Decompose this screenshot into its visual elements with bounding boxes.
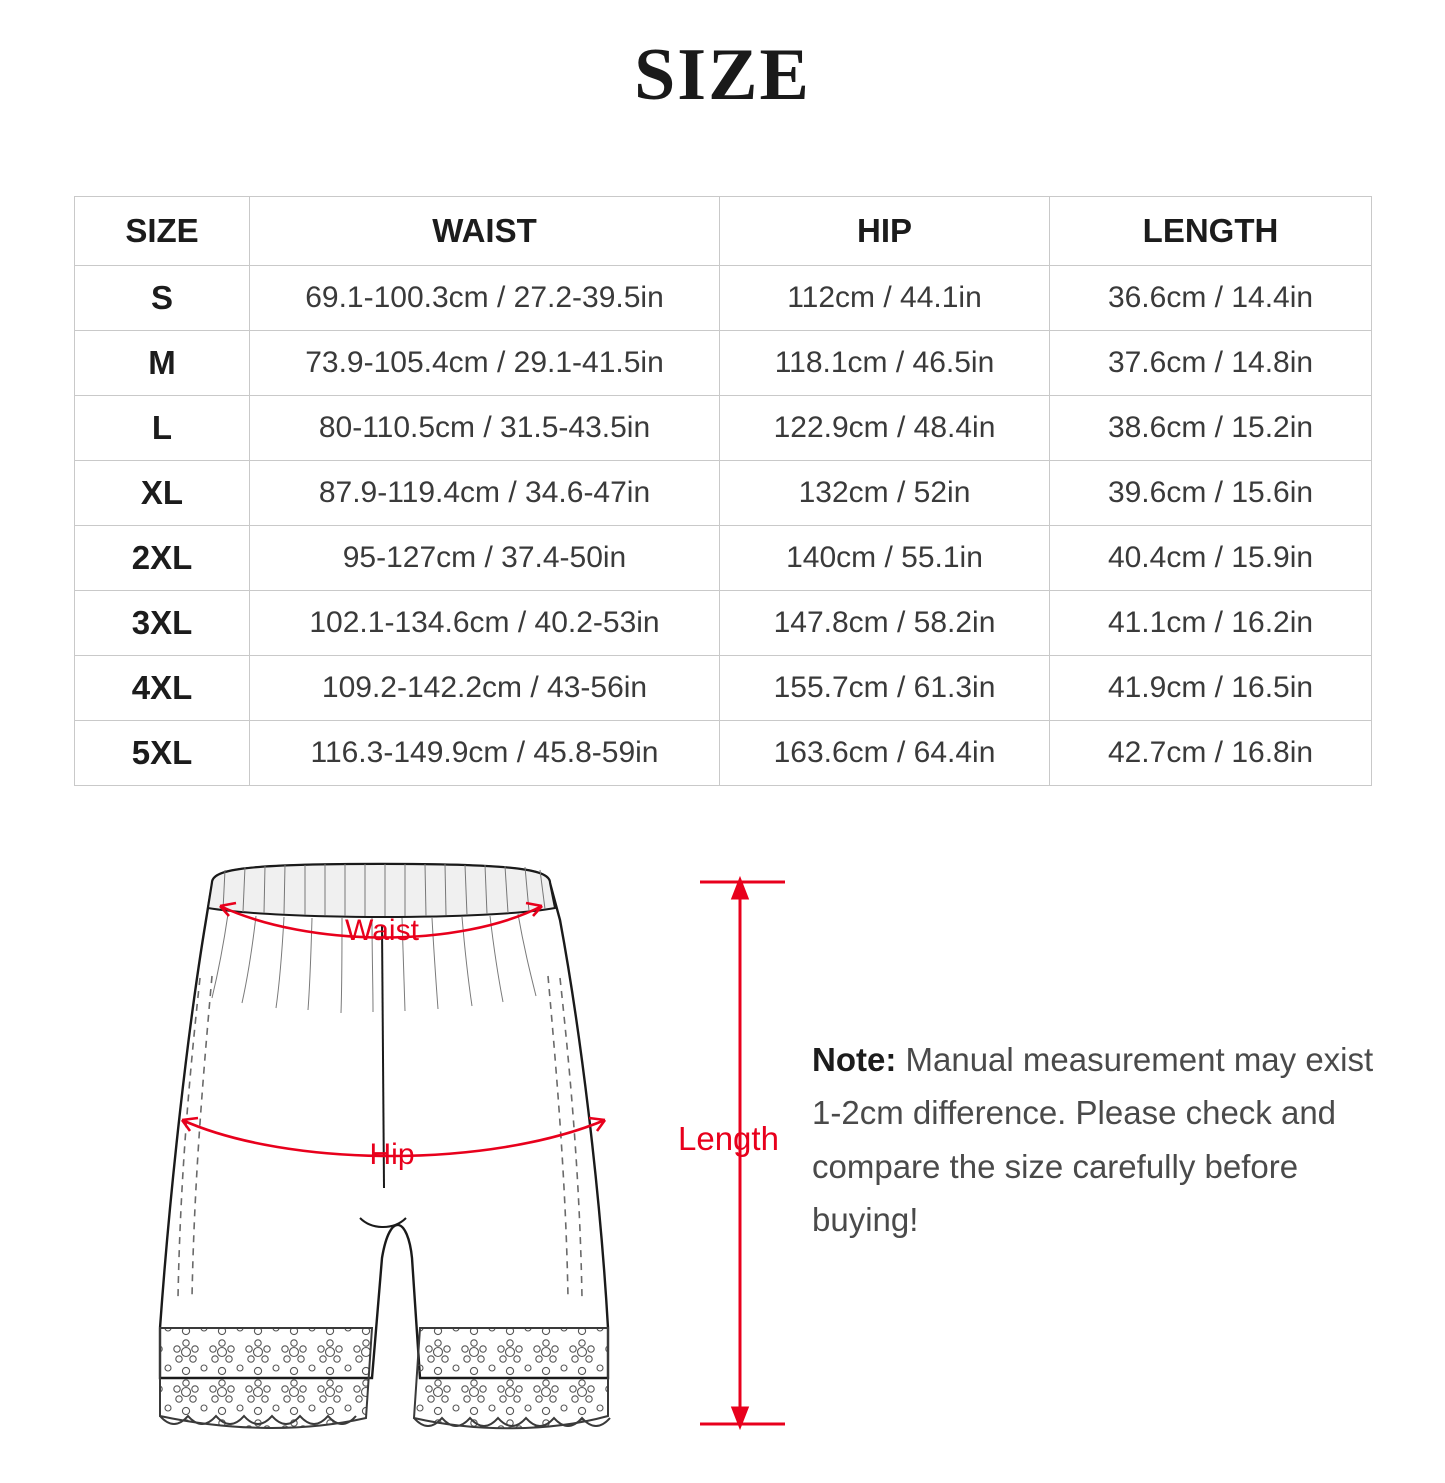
column-header-hip: HIP bbox=[720, 197, 1050, 266]
cell-size: 5XL bbox=[75, 721, 250, 786]
cell-hip: 132cm / 52in bbox=[720, 461, 1050, 526]
table-row bbox=[75, 656, 1372, 721]
cell-waist: 109.2-142.2cm / 43-56in bbox=[250, 656, 720, 721]
cell-hip: 140cm / 55.1in bbox=[720, 526, 1050, 591]
lace-hem bbox=[160, 1328, 610, 1428]
cell-size: M bbox=[75, 331, 250, 396]
cell-waist: 80-110.5cm / 31.5-43.5in bbox=[250, 396, 720, 461]
table-row bbox=[75, 396, 1372, 461]
column-header-length: LENGTH bbox=[1050, 197, 1372, 266]
cell-hip: 118.1cm / 46.5in bbox=[720, 331, 1050, 396]
note-prefix: Note: bbox=[812, 1041, 897, 1078]
table-row bbox=[75, 266, 1372, 331]
cell-waist: 95-127cm / 37.4-50in bbox=[250, 526, 720, 591]
cell-length: 39.6cm / 15.6in bbox=[1050, 461, 1372, 526]
table-row bbox=[75, 461, 1372, 526]
table-row bbox=[75, 331, 1372, 396]
cell-waist: 87.9-119.4cm / 34.6-47in bbox=[250, 461, 720, 526]
note-text: Manual measurement may exist 1-2cm difference. Please check and compare the size carefully before buying! bbox=[812, 1041, 1374, 1239]
cell-hip: 155.7cm / 61.3in bbox=[720, 656, 1050, 721]
cell-size: S bbox=[75, 266, 250, 331]
cell-length: 37.6cm / 14.8in bbox=[1050, 331, 1372, 396]
table-header-row bbox=[75, 197, 1372, 266]
table-row bbox=[75, 526, 1372, 591]
cell-waist: 102.1-134.6cm / 40.2-53in bbox=[250, 591, 720, 656]
cell-length: 38.6cm / 15.2in bbox=[1050, 396, 1372, 461]
cell-hip: 147.8cm / 58.2in bbox=[720, 591, 1050, 656]
cell-length: 41.1cm / 16.2in bbox=[1050, 591, 1372, 656]
waistband bbox=[208, 864, 555, 917]
cell-length: 41.9cm / 16.5in bbox=[1050, 656, 1372, 721]
cell-size: 3XL bbox=[75, 591, 250, 656]
cell-length: 42.7cm / 16.8in bbox=[1050, 721, 1372, 786]
cell-hip: 163.6cm / 64.4in bbox=[720, 721, 1050, 786]
cell-size: 4XL bbox=[75, 656, 250, 721]
cell-hip: 112cm / 44.1in bbox=[720, 266, 1050, 331]
cell-length: 40.4cm / 15.9in bbox=[1050, 526, 1372, 591]
column-header-waist: WAIST bbox=[250, 197, 720, 266]
cell-hip: 122.9cm / 48.4in bbox=[720, 396, 1050, 461]
cell-waist: 69.1-100.3cm / 27.2-39.5in bbox=[250, 266, 720, 331]
page-title: SIZE bbox=[634, 34, 811, 116]
cell-waist: 116.3-149.9cm / 45.8-59in bbox=[250, 721, 720, 786]
size-chart-table-container bbox=[74, 196, 1371, 786]
size-chart-table bbox=[74, 196, 1372, 786]
column-header-size: SIZE bbox=[75, 197, 250, 266]
table-row bbox=[75, 591, 1372, 656]
length-label: Length bbox=[678, 1120, 779, 1157]
cell-size: 2XL bbox=[75, 526, 250, 591]
cell-length: 36.6cm / 14.4in bbox=[1050, 266, 1372, 331]
cell-size: L bbox=[75, 396, 250, 461]
cell-waist: 73.9-105.4cm / 29.1-41.5in bbox=[250, 331, 720, 396]
garment-illustration bbox=[60, 858, 720, 1438]
hip-label: Hip bbox=[369, 1138, 415, 1171]
table-row bbox=[75, 721, 1372, 786]
measurement-note bbox=[812, 1033, 1382, 1247]
cell-size: XL bbox=[75, 461, 250, 526]
waist-label: Waist bbox=[345, 914, 419, 947]
